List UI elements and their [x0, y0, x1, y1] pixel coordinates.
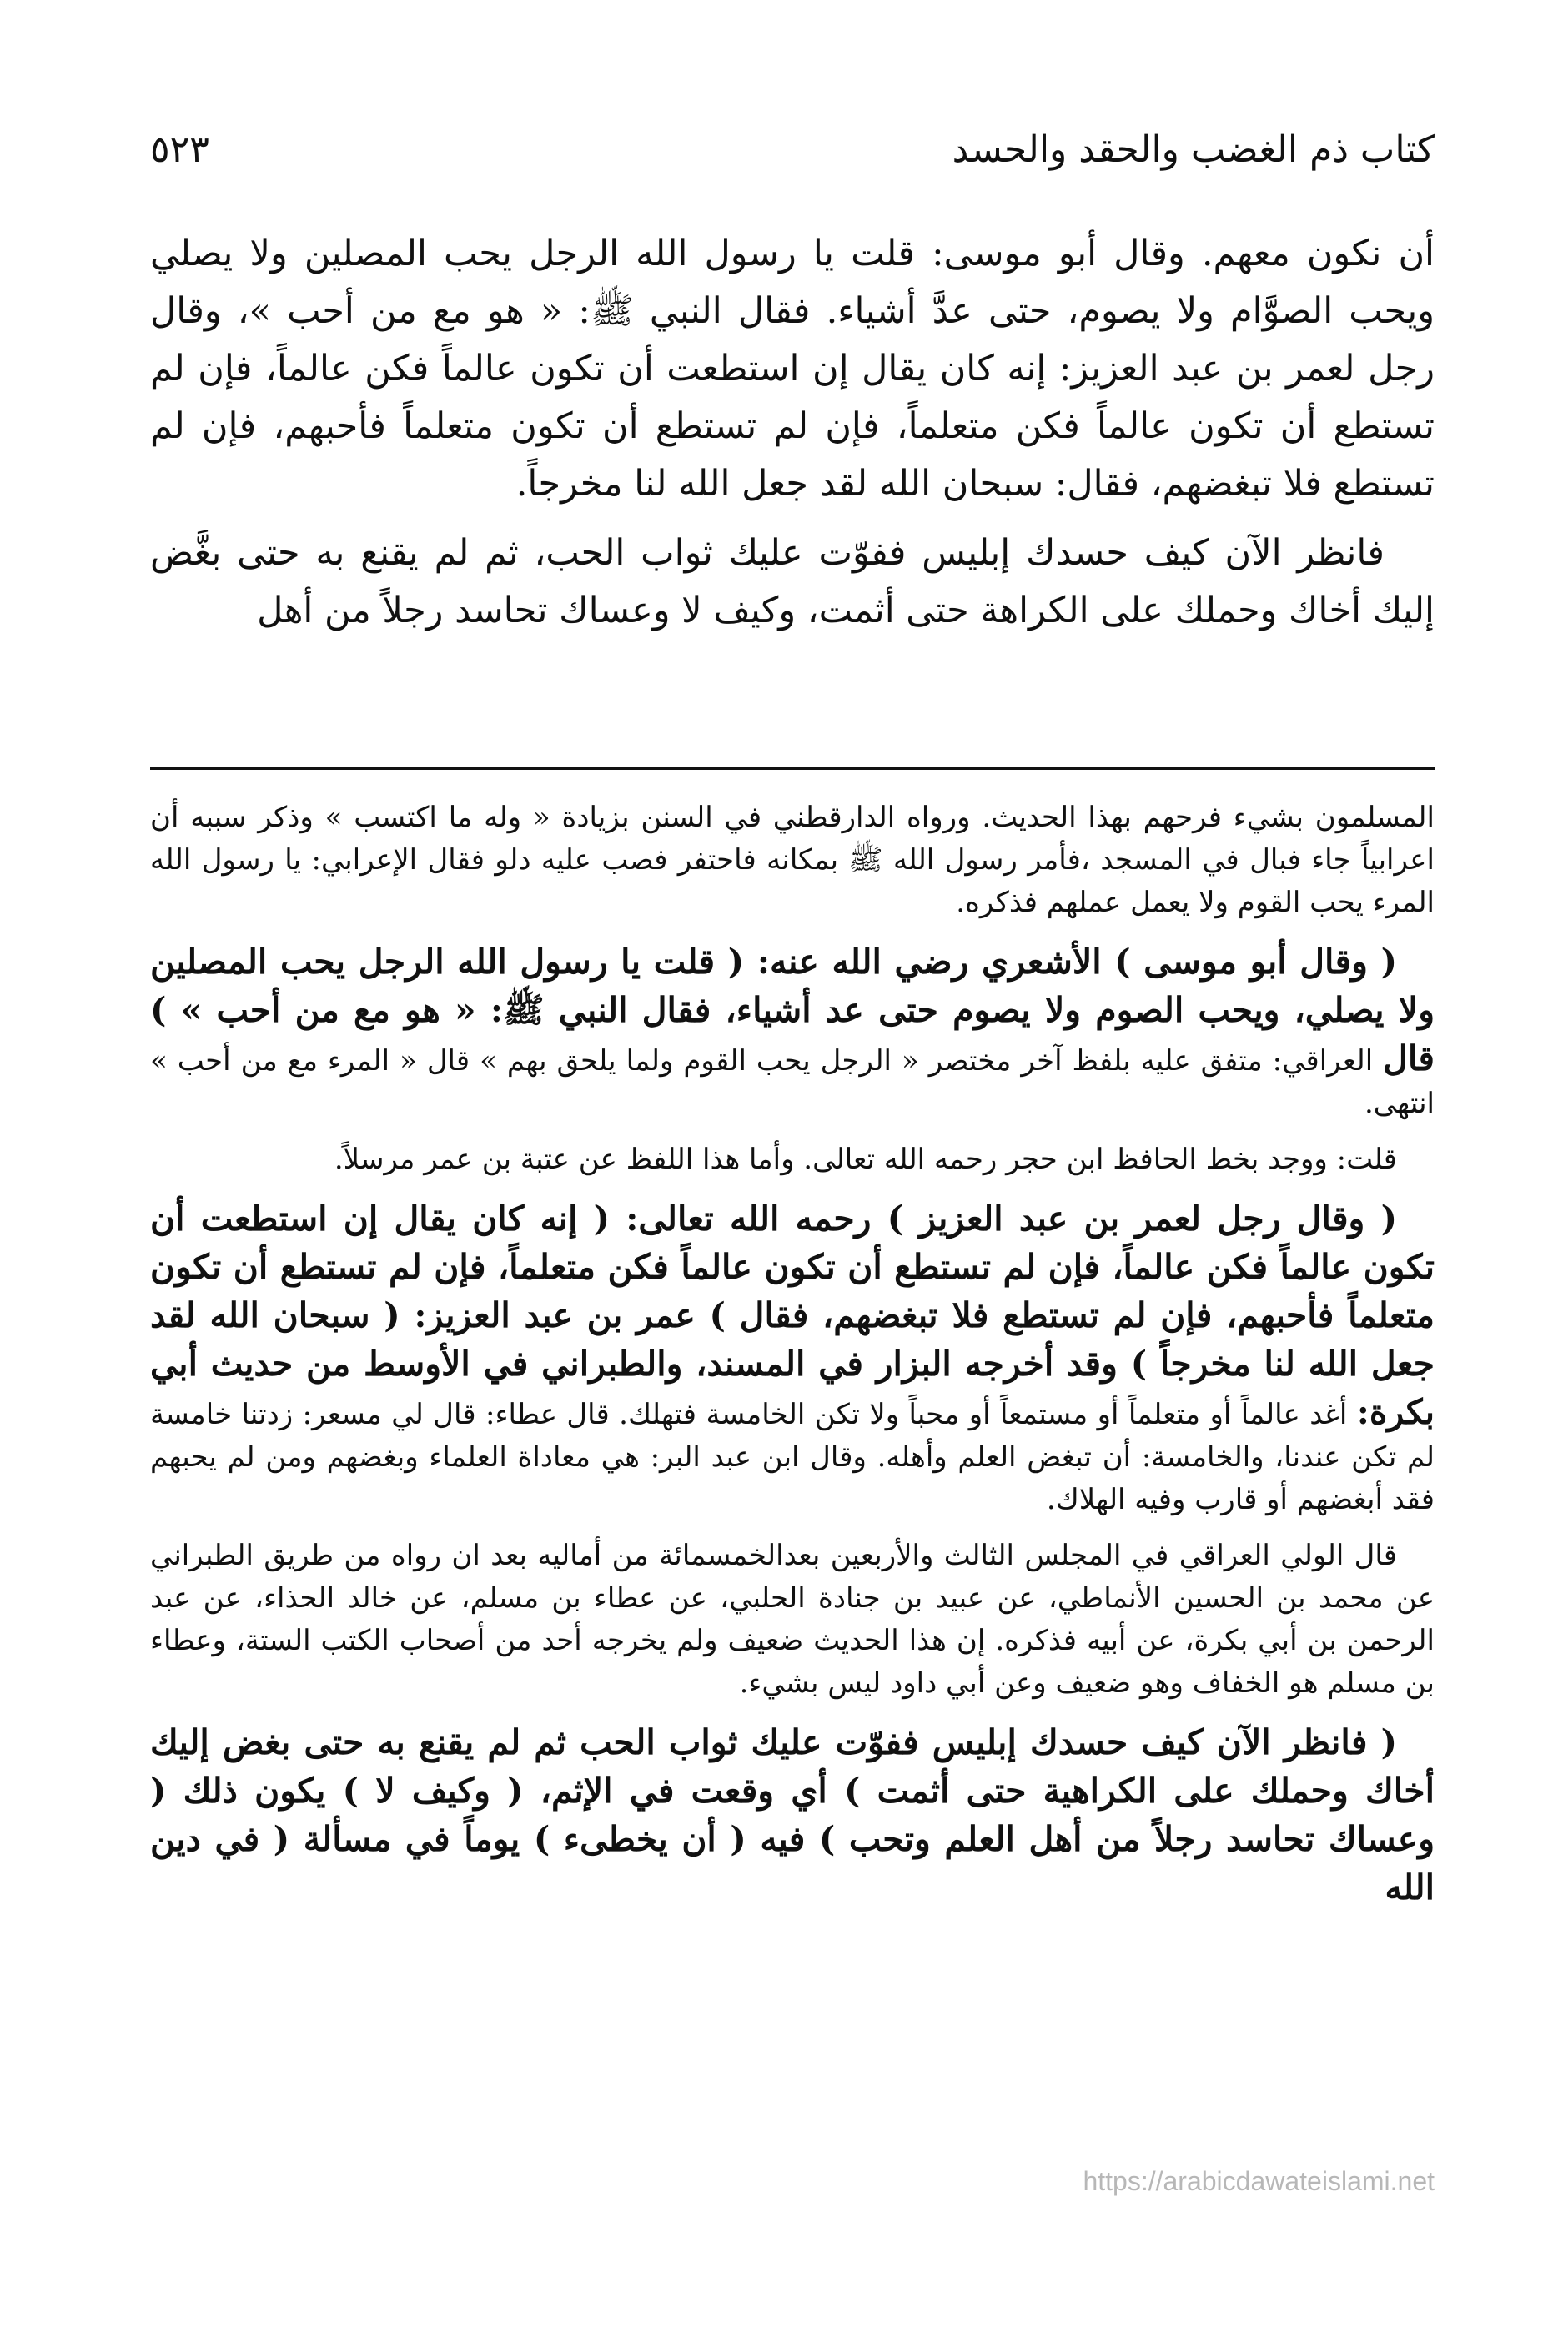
commentary-section [150, 797, 1435, 1925]
commentary-text: أغد عالماً أو متعلماً أو مستمعاً أو محباً ولا تكن الخامسة فتهلك. قال عطاء: قال لي مسعر: زدتنا خامسة لم تكن عندنا، والخامسة: أن تبغض العلم وأهله. وقال ابن عبد البر: هي معاداة العلماء وبغضهم ومن لم يحبهم فقد أبغضهم أو قارب وفيه الهلاك. [150, 1398, 1435, 1516]
commentary-paragraph-4 [150, 1194, 1435, 1521]
commentary-paragraph-6 [150, 1718, 1435, 1912]
commentary-text: العراقي: متفق عليه بلفظ آخر مختصر « الرجل يحب القوم ولما يلحق بهم » قال « المرء مع من أحب » انتهى. [150, 1044, 1435, 1120]
quoted-hadith: ( وقال أبو موسى ) الأشعري رضي الله عنه: ( قلت يا رسول الله الرجل يحب المصلين ولا يصلي، ويحب الصوم ولا يصوم حتى عد أشياء، فقال النبي ﷺ: « هو مع من أحب » ) قال [150, 942, 1435, 1078]
main-paragraph-2: فانظر الآن كيف حسدك إبليس ففوّت عليك ثواب الحب، ثم لم يقنع به حتى بغَّض إليك أخاك وحملك على الكراهة حتى أثمت، وكيف لا وعساك تحاسد رجلاً من أهل [150, 532, 1435, 631]
page-header [150, 117, 1435, 183]
footnote-divider [150, 767, 1435, 770]
commentary-paragraph-2 [150, 937, 1435, 1125]
commentary-paragraph-1: المسلمون بشيء فرحهم بهذا الحديث. ورواه الدارقطني في السنن بزيادة « وله ما اكتسب » وذكر سببه أن اعرابياً جاء فبال في المسجد ،فأمر رسول الله ﷺ بمكانه فاحتفر فصب عليه دلو فقال الإعرابي: يا رسول الله المرء يحب القوم ولا يعمل عملهم فذكره. [150, 801, 1435, 919]
quoted-main-text: ( فانظر الآن كيف حسدك إبليس ففوّت عليك ثواب الحب ثم لم يقنع به حتى بغض إليك أخاك وحملك على الكراهية حتى أثمت ) أي وقعت في الإثم، ( وكيف لا ) يكون ذلك ( وعساك تحاسد رجلاً من أهل العلم وتحب ) فيه ( أن يخطىء ) يوماً في مسألة ( في دين الله [150, 1722, 1435, 1907]
commentary-paragraph-5: قال الولي العراقي في المجلس الثالث والأربعين بعدالخمسمائة من أماليه بعد ان رواه من طريق الطبراني عن محمد بن الحسين الأنماطي، عن عبيد بن جنادة الحلبي، عن عطاء بن مسلم، عن خالد الحذاء، عن عبد الرحمن بن أبي بكرة، عن أبيه فذكره. إن هذا الحديث ضعيف ولم يخرجه أحد من أصحاب الكتب الستة، وعطاء بن مسلم هو الخفاف وهو ضعيف وعن أبي داود ليس بشيء. [150, 1539, 1435, 1700]
main-paragraph-1: أن نكون معهم. وقال أبو موسى: قلت يا رسول الله الرجل يحب المصلين ولا يصلي ويحب الصوَّام ولا يصوم، حتى عدَّ أشياء. فقال النبي ﷺ: « هو مع من أحب »، وقال رجل لعمر بن عبد العزيز: إنه كان يقال إن استطعت أن تكون عالماً فكن عالماً، فإن لم تستطع أن تكون عالماً فكن متعلماً، فإن لم تستطع أن تكون متعلماً فأحبهم، فإن لم تستطع فلا تبغضهم، فقال: سبحان الله لقد جعل الله لنا مخرجاً. [150, 233, 1435, 505]
commentary-paragraph-3: قلت: ووجد بخط الحافظ ابن حجر رحمه الله تعالى. وأما هذا اللفظ عن عتبة بن عمر مرسلاً. [334, 1143, 1397, 1176]
quoted-saying: ( وقال رجل لعمر بن عبد العزيز ) رحمه الله تعالى: ( إنه كان يقال إن استطعت أن تكون عالماً فكن عالماً، فإن لم تستطع أن تكون عالماً فكن متعلماً، فإن لم تستطع أن تكون متعلماً فأحبهم، فإن لم تستطع فلا تبغضهم، فقال ) عمر بن عبد العزيز: ( سبحان الله لقد جعل الله لنا مخرجاً ) وقد أخرجه البزار في المسند، والطبراني في الأوسط من حديث أبي بكرة: [150, 1199, 1435, 1432]
main-text [150, 225, 1435, 651]
running-title: كتاب ذم الغضب والحقد والحسد [952, 128, 1435, 171]
watermark-url: https://arabicdawateislami.net [1083, 2166, 1435, 2196]
page-number: ٥٢٣ [150, 128, 209, 171]
